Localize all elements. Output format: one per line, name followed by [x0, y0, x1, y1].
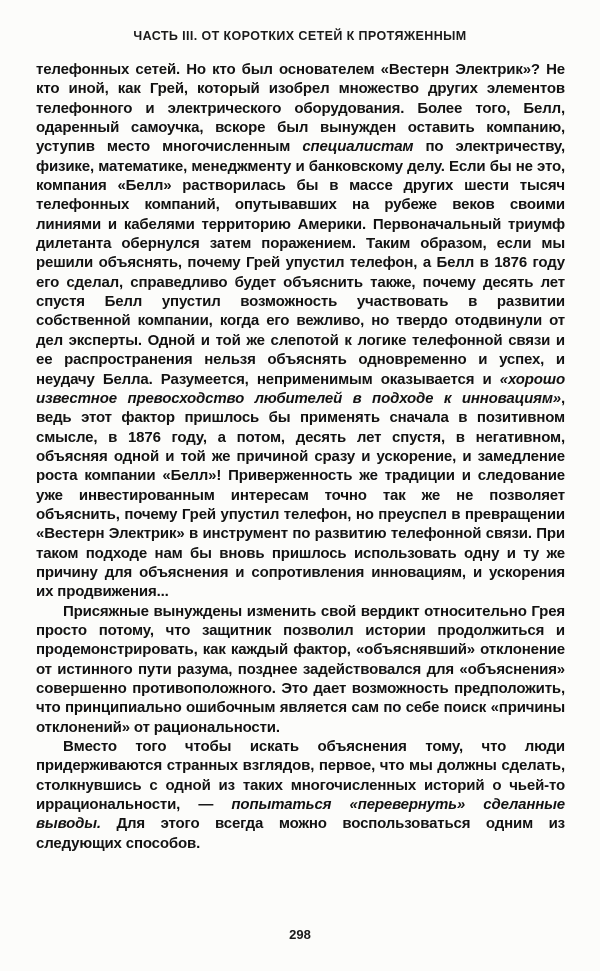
text-run: Для этого всегда можно воспользоваться одним из следующих способов. [36, 815, 565, 852]
text-run: телефонных сетей. Но кто был основателем «Вестерн Электрик»? Не кто иной, как Грей, который изобрел множество других элементов телефонного и электрического оборудования. Более того, Белл, одаренный самоучка, вскоре был вынужден оставить компанию, уступив место многочисленным [36, 61, 565, 156]
paragraph [36, 602, 565, 737]
emphasis-text: «хорошо известное превосходство любителей в подходе к инновациям» [36, 370, 565, 407]
text-run: по электричеству, физике, математике, менеджменту и банковскому делу. Если бы не это, компания «Белл» растворилась бы в массе других шести тысяч телефонных компаний, опутывавших на рубеже веков своими линиями и кабелями территорию Америки. Первоначальный триумф дилетанта обернулся затем поражением. Таким образом, если мы решили объяснять, почему Грей упустил телефон, а Белл в 1876 году его сделал, справедливо будет объяснить также, почему десять лет спустя Белл упустил возможность участвовать в развитии собственной компании, когда его вежливо, но твердо отодвинули от дел эксперты. Одной и той же слепотой к логике телефонной связи и ее распространения нельзя объяснять одновременно и успех, и неудачу Белла. Разумеется, неприменимым оказывается и [36, 138, 565, 388]
paragraph [36, 60, 565, 602]
emphasis-text: специалистам [302, 138, 414, 156]
text-run: Присяжные вынуждены изменить свой вердикт относительно Грея просто потому, что защитник позволил истории продолжиться и продемонстрировать, как каждый фактор, «объяснявший» отклонение от истинного пути разума, позднее задействовался для «объяснения» совершенно противоположного. Это дает возможность предположить, что принципиально ошибочным является сам по себе поиск «причины отклонений» от рациональности. [36, 602, 565, 736]
running-head: ЧАСТЬ III. ОТ КОРОТКИХ СЕТЕЙ К ПРОТЯЖЕННЫМ [133, 29, 467, 43]
text-run: Вместо того чтобы искать объяснения тому, что люди придерживаются странных взглядов, первое, что мы должны сделать, столкнувшись с одной из таких многочисленных историй о чьей-то иррациональности, — [36, 738, 565, 814]
emphasis-text: попытаться «перевернуть» сделанные выводы. [36, 796, 565, 833]
body-text [36, 60, 565, 853]
paragraph [36, 737, 565, 853]
text-run: , ведь этот фактор пришлось бы применять сначала в позитивном смысле, в 1876 году, а потом, десять лет спустя, в негативном, объясняя одной и той же причиной сразу и ускорение, и замедление роста компании «Белл»! Приверженность же традиции и следование уже инвестированным интересам точно так же не позволяет объяснить, почему Грей упустил телефон, но преуспел в превращении «Вестерн Электрик» в инструмент по развитию телефонной связи. При таком подходе нам бы вновь пришлось использовать одну и ту же причину для объяснения и сопротивления инновациям, и ускорения их продвижения... [36, 389, 565, 601]
page-number: 298 [289, 927, 311, 942]
